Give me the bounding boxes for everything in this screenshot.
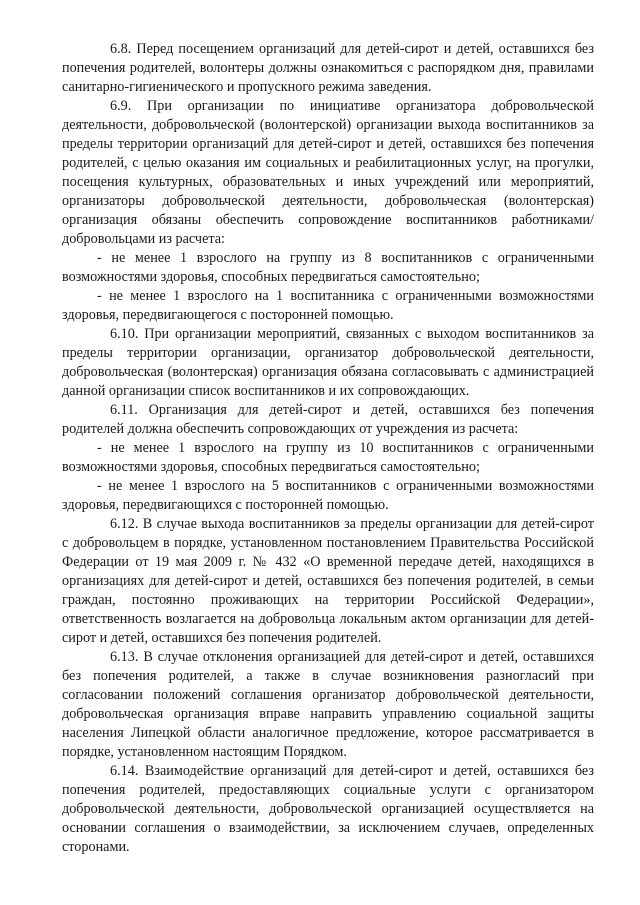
document-page [62,40,594,857]
paragraph-6-9-item-2: - не менее 1 взрослого на 1 воспитанника с ограниченными возможностями здоровья, передвигающегося с посторонней помощью. [62,288,594,323]
paragraph-6-8: 6.8. Перед посещением организаций для детей-сирот и детей, оставшихся без попечения родителей, волонтеры должны ознакомиться с распорядком дня, правилами санитарно-гигиенического и пропускного режима заведения. [62,41,594,95]
paragraph-6-11-item-1: - не менее 1 взрослого на группу из 10 воспитанников с ограниченными возможностями здоровья, способных передвигаться самостоятельно; [62,440,594,475]
paragraph-6-12: 6.12. В случае выхода воспитанников за пределы организации для детей-сирот с добровольцем в порядке, установленном постановлением Правительства Российской Федерации от 19 мая 2009 г. № 432 «О временной передаче детей, находящихся в организациях для детей-сирот и детей, оставшихся без попечения родителей, в семьи граждан, постоянно проживающих на территории Российской Федерации», ответственность возлагается на добровольца локальным актом организации для детей-сирот и детей, оставшихся без попечения родителей. [62,516,594,646]
paragraph-6-10: 6.10. При организации мероприятий, связанных с выходом воспитанников за пределы территории организации, организатор добровольческой деятельности, добровольческая (волонтерская) организация обязана согласовывать с администрацией данной организации список воспитанников и их сопровождающих. [62,326,594,399]
paragraph-6-11-item-2: - не менее 1 взрослого на 5 воспитанников с ограниченными возможностями здоровья, передвигающихся с посторонней помощью. [62,478,594,513]
paragraph-6-14: 6.14. Взаимодействие организаций для детей-сирот и детей, оставшихся без попечения родителей, предоставляющих социальные услуги с организатором добровольческой деятельности, добровольческой организацией осуществляется на основании соглашения о взаимодействии, за исключением случаев, определенных сторонами. [62,763,594,855]
paragraph-6-9: 6.9. При организации по инициативе организатора добровольческой деятельности, добровольческой (волонтерской) организации выхода воспитанников за пределы территории организаций для детей-сирот и детей, оставшихся без попечения родителей, с целью оказания им социальных и реабилитационных услуг, на прогулки, посещения культурных, образовательных и иных учреждений или мероприятий, организаторы добровольческой деятельности, добровольческая (волонтерская) организация обязаны обеспечить сопровождение воспитанников работниками/добровольцами из расчета: [62,98,594,247]
paragraph-6-11: 6.11. Организация для детей-сирот и детей, оставшихся без попечения родителей должна обеспечить сопровождающих от учреждения из расчета: [62,402,594,437]
paragraph-6-9-item-1: - не менее 1 взрослого на группу из 8 воспитанников с ограниченными возможностями здоровья, способных передвигаться самостоятельно; [62,250,594,285]
paragraph-6-13: 6.13. В случае отклонения организацией для детей-сирот и детей, оставшихся без попечения родителей, а также в случае возникновения разногласий при согласовании положений соглашения организатор добровольческой деятельности, добровольческая организация вправе направить управлению социальной защиты населения Липецкой области аналогичное предложение, которое рассматривается в порядке, установленном настоящим Порядком. [62,649,594,760]
